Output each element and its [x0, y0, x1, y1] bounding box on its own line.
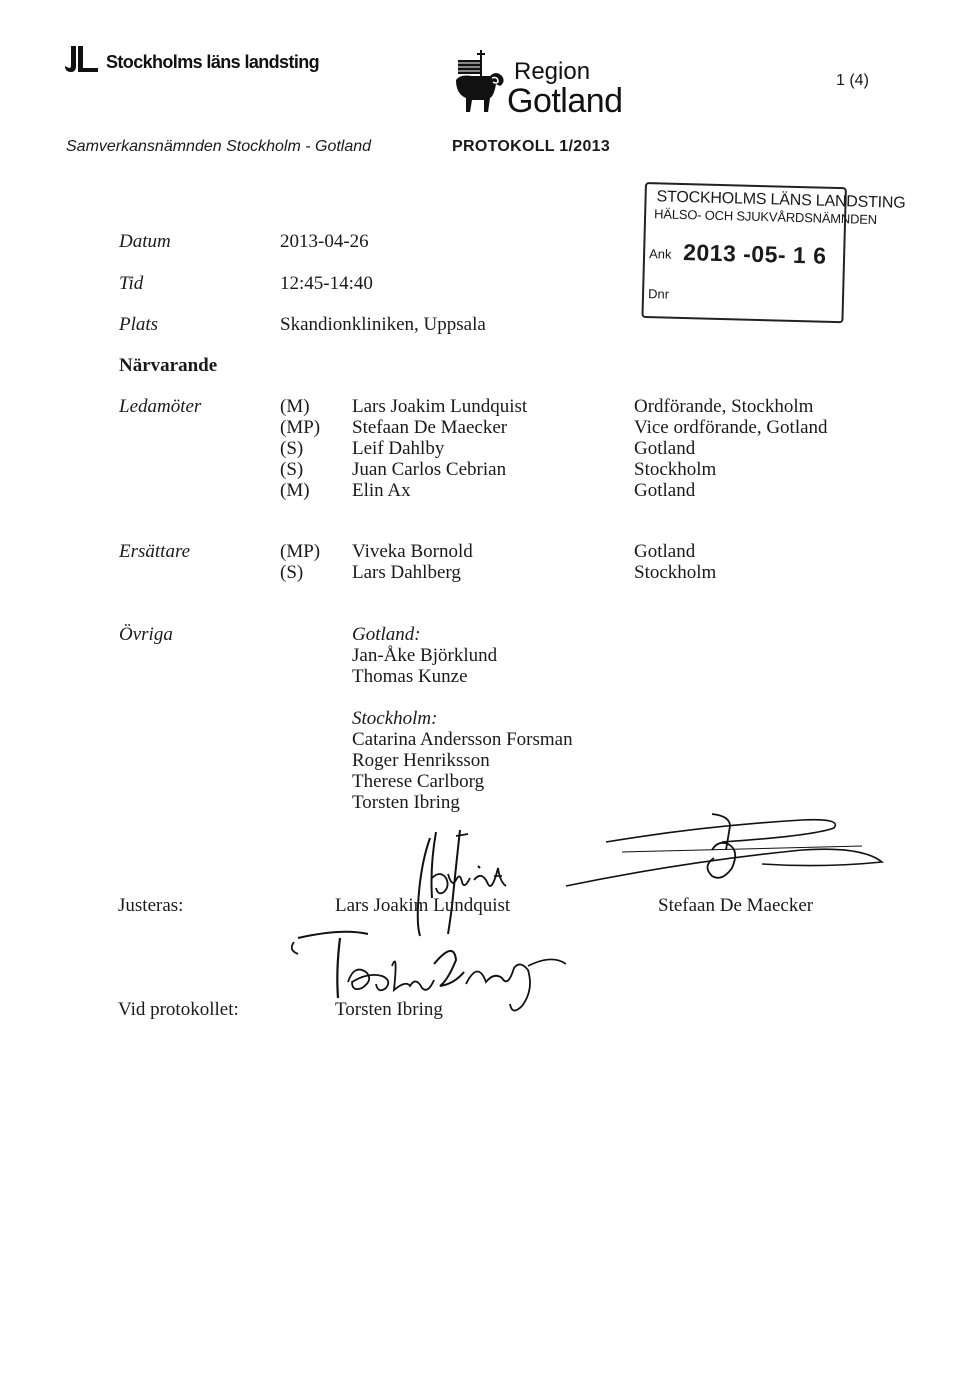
stamp-line1: STOCKHOLMS LÄNS LANDSTING	[656, 188, 906, 212]
region-logo-line2: Gotland	[507, 82, 623, 120]
vid-protokollet-label: Vid protokollet:	[118, 999, 239, 1020]
ledamot-name: Leif Dahlby	[352, 438, 445, 459]
datum-label: Datum	[119, 231, 171, 252]
ersattare-role: Stockholm	[634, 562, 717, 583]
region-logo-line1: Region	[514, 58, 591, 85]
ledamot-role: Stockholm	[634, 459, 717, 480]
plats-label: Plats	[119, 314, 159, 335]
justeras-label: Justeras:	[118, 895, 184, 916]
stamp-line2: HÄLSO- OCH SJUKVÅRDSNÄMNDEN	[653, 206, 878, 228]
ledamot-party: (S)	[280, 438, 304, 459]
justeras-name-2: Stefaan De Maecker	[658, 895, 814, 916]
tid-label: Tid	[119, 273, 144, 294]
region-gotland-logo	[448, 44, 648, 120]
ledamot-role: Gotland	[634, 480, 696, 501]
ledamot-party: (M)	[280, 480, 310, 501]
ovriga-person: Thomas Kunze	[352, 666, 468, 687]
committee-name: Samverkansnämnden Stockholm - Gotland	[66, 138, 372, 155]
ledamot-role: Gotland	[634, 438, 696, 459]
demaecker-signature-icon	[562, 806, 892, 896]
justeras-name-1: Lars Joakim Lundquist	[335, 895, 511, 916]
ersattare-name: Viveka Bornold	[352, 541, 473, 562]
ersattare-name: Lars Dahlberg	[352, 562, 461, 583]
received-stamp	[641, 182, 906, 327]
ersattare-label: Ersättare	[119, 541, 191, 562]
ledamot-name: Elin Ax	[352, 480, 411, 501]
ovriga-label: Övriga	[119, 624, 173, 645]
plats-value: Skandionkliniken, Uppsala	[280, 314, 486, 335]
ovriga-person: Torsten Ibring	[352, 792, 460, 813]
ledamot-party: (MP)	[280, 417, 321, 438]
ledamot-role: Vice ordförande, Gotland	[634, 417, 828, 438]
stamp-ank-label: Ank	[648, 246, 672, 262]
ledamot-party: (M)	[280, 396, 310, 417]
ovriga-gotland-label: Gotland:	[352, 624, 421, 645]
tid-value: 12:45-14:40	[280, 273, 373, 294]
vid-protokollet-name: Torsten Ibring	[335, 999, 443, 1020]
stamp-dnr-label: Dnr	[647, 286, 670, 302]
ledamoter-label: Ledamöter	[119, 396, 202, 417]
page-number: 1 (4)	[836, 72, 869, 89]
stamp-date: 2013 -05- 1 6	[682, 239, 827, 269]
ledamot-name: Stefaan De Maecker	[352, 417, 508, 438]
attendance-heading: Närvarande	[119, 355, 218, 376]
ovriga-stockholm-label: Stockholm:	[352, 708, 438, 729]
ovriga-person: Roger Henriksson	[352, 750, 490, 771]
ledamot-party: (S)	[280, 459, 304, 480]
ledamot-role: Ordförande, Stockholm	[634, 396, 814, 417]
ovriga-person: Therese Carlborg	[352, 771, 485, 792]
ersattare-party: (MP)	[280, 541, 321, 562]
sll-logo-mark-icon	[62, 44, 100, 74]
protocol-title: PROTOKOLL 1/2013	[452, 138, 611, 155]
ersattare-party: (S)	[280, 562, 304, 583]
ledamot-name: Lars Joakim Lundquist	[352, 396, 528, 417]
ersattare-role: Gotland	[634, 541, 696, 562]
datum-value: 2013-04-26	[280, 231, 369, 252]
ovriga-person: Catarina Andersson Forsman	[352, 729, 573, 750]
ovriga-person: Jan-Åke Björklund	[352, 645, 498, 666]
gotland-ram-logo-icon	[450, 50, 508, 114]
ledamot-name: Juan Carlos Cebrian	[352, 459, 507, 480]
sll-logo-text: Stockholms läns landsting	[106, 52, 320, 72]
